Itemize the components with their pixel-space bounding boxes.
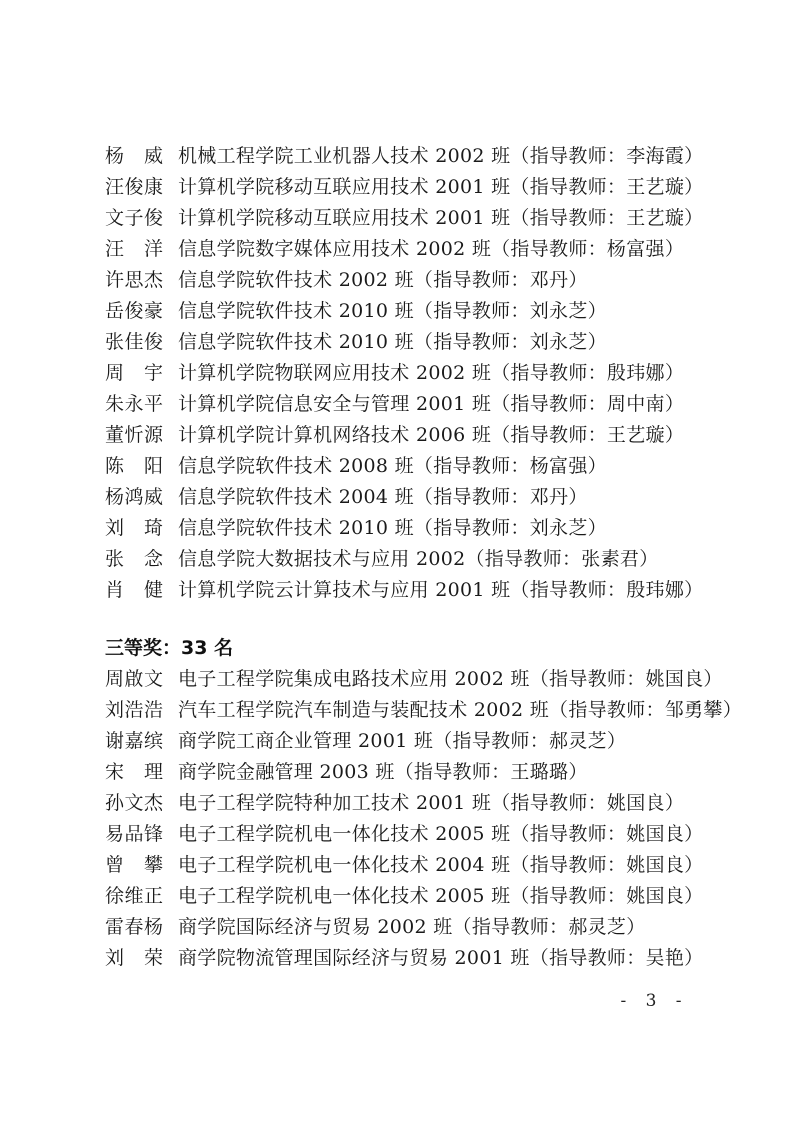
student-name: 刘浩浩 — [105, 699, 164, 721]
page-content — [105, 141, 745, 974]
entry-detail: 电子工程学院集成电路技术应用 2002 班（指导教师：姚国良） — [178, 668, 723, 690]
entry-detail: 商学院金融管理 2003 班（指导教师：王璐璐） — [178, 761, 588, 783]
award-entry — [105, 912, 745, 943]
entry-detail: 计算机学院移动互联应用技术 2001 班（指导教师：王艺璇） — [178, 207, 704, 229]
entry-detail: 机械工程学院工业机器人技术 2002 班（指导教师：李海霞） — [178, 145, 704, 167]
student-name: 董忻源 — [105, 424, 164, 446]
entry-detail: 信息学院软件技术 2004 班（指导教师：邓丹） — [178, 486, 588, 508]
student-name: 易品锋 — [105, 823, 164, 845]
section-heading-third-prize: 三等奖：33 名 — [105, 637, 234, 659]
entry-detail: 信息学院软件技术 2008 班（指导教师：杨富强） — [178, 455, 607, 477]
award-entry — [105, 575, 745, 606]
student-name: 刘 荣 — [105, 947, 164, 969]
entry-detail: 计算机学院信息安全与管理 2001 班（指导教师：周中南） — [178, 393, 685, 415]
entry-detail: 汽车工程学院汽车制造与装配技术 2002 班（指导教师：邹勇攀） — [178, 699, 743, 721]
student-name: 朱永平 — [105, 393, 164, 415]
student-name: 肖 健 — [105, 579, 164, 601]
award-entry — [105, 265, 745, 296]
entry-detail: 电子工程学院特种加工技术 2001 班（指导教师：姚国良） — [178, 792, 685, 814]
award-entry — [105, 788, 745, 819]
award-section-continued — [105, 141, 745, 606]
entry-detail: 商学院工商企业管理 2001 班（指导教师：郝灵芝） — [178, 730, 627, 752]
entry-detail: 电子工程学院机电一体化技术 2005 班（指导教师：姚国良） — [178, 885, 704, 907]
page-number: - 3 - — [620, 991, 682, 1011]
award-entry — [105, 358, 745, 389]
student-name: 徐维正 — [105, 885, 164, 907]
student-name: 张佳俊 — [105, 331, 164, 353]
student-name: 雷春杨 — [105, 916, 164, 938]
award-entry — [105, 757, 745, 788]
entry-detail: 计算机学院计算机网络技术 2006 班（指导教师：王艺璇） — [178, 424, 685, 446]
entry-detail: 信息学院软件技术 2010 班（指导教师：刘永芝） — [178, 300, 607, 322]
award-entry — [105, 327, 745, 358]
student-name: 谢嘉缤 — [105, 730, 164, 752]
award-entry — [105, 819, 745, 850]
student-name: 许思杰 — [105, 269, 164, 291]
entry-detail: 商学院物流管理国际经济与贸易 2001 班（指导教师：吴艳） — [178, 947, 704, 969]
student-name: 宋 理 — [105, 761, 164, 783]
entry-detail: 信息学院大数据技术与应用 2002（指导教师：张素君） — [178, 548, 659, 570]
award-entry — [105, 482, 745, 513]
student-name: 周啟文 — [105, 668, 164, 690]
award-entry — [105, 420, 745, 451]
student-name: 岳俊豪 — [105, 300, 164, 322]
student-name: 杨 威 — [105, 145, 164, 167]
student-name: 曾 攀 — [105, 854, 164, 876]
award-section-third-prize — [105, 633, 745, 974]
student-name: 陈 阳 — [105, 455, 164, 477]
award-entry — [105, 664, 745, 695]
award-entry — [105, 513, 745, 544]
student-name: 张 念 — [105, 548, 164, 570]
student-name: 杨鸿威 — [105, 486, 164, 508]
student-name: 汪 洋 — [105, 238, 164, 260]
entry-detail: 计算机学院移动互联应用技术 2001 班（指导教师：王艺璇） — [178, 176, 704, 198]
award-entry — [105, 943, 745, 974]
award-entry — [105, 695, 745, 726]
award-entry — [105, 881, 745, 912]
award-entry — [105, 850, 745, 881]
student-name: 文子俊 — [105, 207, 164, 229]
entry-detail: 电子工程学院机电一体化技术 2005 班（指导教师：姚国良） — [178, 823, 704, 845]
entry-detail: 电子工程学院机电一体化技术 2004 班（指导教师：姚国良） — [178, 854, 704, 876]
student-name: 刘 琦 — [105, 517, 164, 539]
award-entry — [105, 544, 745, 575]
award-entry — [105, 203, 745, 234]
entry-detail: 信息学院数字媒体应用技术 2002 班（指导教师：杨富强） — [178, 238, 685, 260]
award-entry — [105, 451, 745, 482]
award-entry — [105, 234, 745, 265]
award-entry — [105, 389, 745, 420]
student-name: 汪俊康 — [105, 176, 164, 198]
entry-detail: 信息学院软件技术 2002 班（指导教师：邓丹） — [178, 269, 588, 291]
entry-detail: 商学院国际经济与贸易 2002 班（指导教师：郝灵芝） — [178, 916, 646, 938]
entry-detail: 计算机学院云计算技术与应用 2001 班（指导教师：殷玮娜） — [178, 579, 704, 601]
award-entry — [105, 296, 745, 327]
award-entry — [105, 141, 745, 172]
student-name: 孙文杰 — [105, 792, 164, 814]
entry-detail: 计算机学院物联网应用技术 2002 班（指导教师：殷玮娜） — [178, 362, 685, 384]
entry-detail: 信息学院软件技术 2010 班（指导教师：刘永芝） — [178, 517, 607, 539]
student-name: 周 宇 — [105, 362, 164, 384]
entry-detail: 信息学院软件技术 2010 班（指导教师：刘永芝） — [178, 331, 607, 353]
award-entry — [105, 726, 745, 757]
award-entry — [105, 172, 745, 203]
